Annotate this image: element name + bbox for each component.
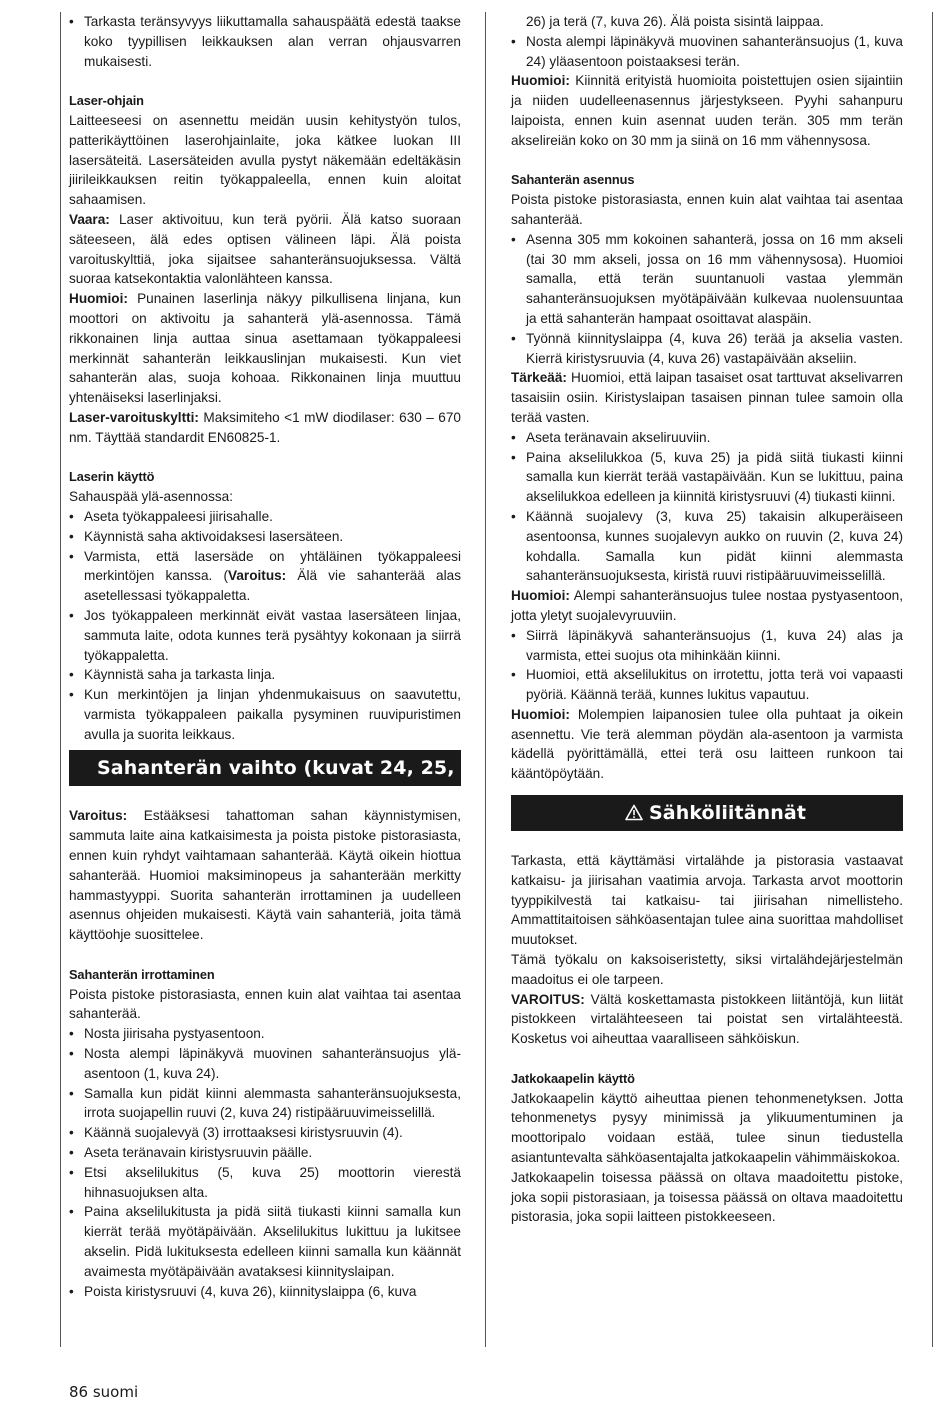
list-item: • Jos työkappaleen merkinnät eivät vastaa lasersäteen linjaa, sammuta laite, odota kunnes terä pysähtyy kokonaan ja siirrä työkappaletta. — [69, 606, 461, 665]
extension-paragraph-2: Jatkokaapelin toisessa päässä on oltava maadoitettu pistoke, joka sopii pistorasiaan, ja toisessa päässä on oltava maadoitettu pistorasia, joka sopii laitteen pistokkeeseen. — [511, 1169, 903, 1225]
note-text: Punainen laserlinja näkyy pilkullisena linjana, kun moottori on aktivoitu ja sahanterä ylä-asennossa. Tämä rikkonainen linja auttaa sinua asettamaan työkappaleesi merkinnät sahanterän leikkauslinjan mukaisesti. Kun viet sahanterän alas, suoja kohoaa. Rikkonainen linja muuttuu yhtenäiseksi laserlinjaksi. — [69, 291, 461, 406]
list-item: • Samalla kun pidät kiinni alemmasta sahanteränsuojuksesta, irrota suojapellin ruuvi (2, kuva 24) ristipääruuvimeisselillä. — [69, 1084, 461, 1124]
blade-install-list-3 — [511, 626, 903, 705]
list-item: • Käännä suojalevyä (3) irrottaaksesi kiristysruuvin (4). — [69, 1123, 461, 1143]
danger-label: Vaara: — [69, 211, 110, 227]
list-item: • Asenna 305 mm kokoinen sahanterä, jossa on 16 mm akseli (tai 30 mm akseli, jossa on 16 mm vähennysosa). Huomioi samalla, että terän suuntanuoli vastaa ylemmän sahanteränsuojuksen myötäpäivään kulkevaa nuolensuuntaa ja että sahanterän hampaat osoittavat alaspäin. — [511, 230, 903, 329]
note-label: Huomioi: — [511, 588, 570, 604]
warning-text: Estääksesi tahattoman sahan käynnistymisen, sammuta laite aina katkaisimesta ja poista pistoke pistorasiasta, ennen kuin ryhdyt vaihtamaan sahanterää. Käytä oikein hiottua sahanterää. Huomioi maksiminopeus ja sahanterään merkitty hammastyyppi. Suorita sahanterän irrottaminen ja uudelleen asennus ohjeiden mukaisesti. Käytä vain sahanteriä, joita tämä käyttöohje suosittelee. — [69, 808, 461, 943]
note-laser-line — [69, 289, 461, 408]
blade-install-list-2 — [511, 428, 903, 586]
list-item: • Siirrä läpinäkyvä sahanteränsuojus (1, kuva 24) alas ja varmista, ettei suojus ota mihinkään kiinni. — [511, 626, 903, 666]
column-rule-middle — [485, 12, 486, 1347]
note-label: Huomioi: — [511, 706, 570, 722]
column-rule-right — [932, 12, 933, 1347]
list-item: • Käännä suojalevy (3, kuva 25) takaisin alkuperäiseen asentoonsa, kunnes suojalevyn aukko on ruuvin (2, kuva 24) kohdalla. Samalla kun pidät kiinni alemmasta sahanteränsuojuksesta, kiristä ruuvi ristipääruuvimeisselillä. — [511, 507, 903, 586]
continued-list-text: 26) ja terä (7, kuva 26). Älä poista sisintä laippaa. — [526, 14, 824, 29]
note-label: Huomioi: — [69, 291, 128, 307]
section-banner-blade-change: Sahanterän vaihto (kuvat 24, 25, 26) — [69, 750, 461, 786]
danger-text: Laser aktivoituu, kun terä pyörii. Älä katso suoraan säteeseen, älä edes optisen välineen läpi. Älä poista varoituskylttiä, joka sijaitsee sahanteränsuojuksessa. Vältä suoraa katsekontaktia valonlähteen kanssa. — [69, 211, 461, 287]
warning-triangle-icon — [625, 797, 643, 833]
laser-use-list — [69, 507, 461, 745]
blade-install-list — [511, 230, 903, 369]
list-item: • Aseta työkappaleesi jiirisahalle. — [69, 507, 461, 527]
list-item: • Aseta teränavain kiristysruuvin päälle. — [69, 1143, 461, 1163]
electrical-paragraph: Tarkasta, että käyttämäsi virtalähde ja pistorasia vastaavat katkaisu- ja jiirisahan vaatimia arvoja. Tarkasta arvot moottorin tyyppikilvestä tai katkaisu- tai jiirisahan nimellisteho. Ammattitaitoisen sähköasentajan tulee aina suorittaa mahdolliset muutokset. — [511, 853, 903, 948]
list-item-text: Varmista, että lasersäde on yhtäläinen työkappaleesi merkintöjen kanssa. ( — [84, 548, 461, 584]
blade-install-intro: Poista pistoke pistorasiasta, ennen kuin alat vaihtaa tai asentaa sahanterää. — [511, 192, 903, 227]
section-heading-blade-removal: Sahanterän irrottaminen — [69, 966, 215, 982]
section-heading-laser-guide: Laser-ohjain — [69, 93, 144, 109]
section-banner-electrical — [511, 795, 903, 831]
list-item: • Kun merkintöjen ja linjan yhdenmukaisuus on saavutettu, varmista työkappaleen paikalla pysyminen ruuvipuristimen avulla ja suorita leikkaus. — [69, 685, 461, 744]
list-item-text: Älä vie sahanterää alas asetellessasi työkappaletta. — [84, 568, 461, 604]
danger-note — [69, 210, 461, 289]
page-number: 86 suomi — [69, 1383, 139, 1401]
list-item: • Tarkasta teränsyvyys liikuttamalla sahauspäätä edestä taakse koko tyypillisen leikkauksen alan verran ohjausvarren mukaisesti. — [69, 12, 461, 71]
blade-change-warning — [69, 806, 461, 945]
electrical-warning — [511, 990, 903, 1049]
note-text: Molempien laipanosien tulee olla puhtaat ja oikein asennettu. Vie terä alemman pöydän ala-asentoon ja varmista kädellä pyörittämällä, ettei terä osu laitteen runkoon tai kääntöpöytään. — [511, 706, 903, 782]
important-label: Tärkeää: — [511, 370, 567, 386]
warning-label: VAROITUS: — [511, 991, 585, 1007]
section-heading-extension-cord: Jatkokaapelin käyttö — [511, 1070, 635, 1086]
note-text: Kiinnitä erityistä huomioita poistettujen osien sijaintiin ja niiden uudelleenasennus järjestykseen. Pyyhi sahanpuru laipoista, ennen kuin asennat uuden terän. 305 mm terän akselireiän koko on 30 mm ja siinä on 16 mm vähennysosa. — [511, 73, 903, 148]
list-item: • Käynnistä saha ja tarkasta linja. — [69, 665, 461, 685]
list-item: • Huomioi, että akselilukitus on irrotettu, jotta terä voi vapaasti pyöriä. Käännä terää, kunnes lukitus vapautuu. — [511, 665, 903, 705]
list-item: • Paina akselilukitusta ja pidä siitä tiukasti kiinni samalla kun kierrät terää myötäpäivään. Akselilukitus lukittuu ja lukitsee akselin. Pidä lukituksesta edelleen kiinni samalla kun käännät avaimesta myötäpäivään avataksesi kiinnityslaipan. — [69, 1202, 461, 1281]
warning-sign-text: Maksimiteho <1 mW diodilaser: 630 – 670 nm. Täyttää standardit EN60825-1. — [69, 409, 461, 445]
note-text: Alempi sahanteränsuojus tulee nostaa pystyasentoon, jotta yletyt suojalevyruuviin. — [511, 588, 903, 623]
important-text: Huomioi, että laipan tasaiset osat tarttuvat akselivarren tasaisiin osiin. Kiristyslaipan tasaisen pinnan tulee samoin olla terää vasten. — [511, 370, 903, 425]
blade-removal-intro: Poista pistoke pistorasiasta, ennen kuin alat vaihtaa tai asentaa sahanterää. — [69, 986, 461, 1022]
laser-use-intro: Sahauspää ylä-asennossa: — [69, 489, 233, 505]
list-item: • Työnnä kiinnityslaippa (4, kuva 26) terää ja akselia vasten. Kierrä kiristysruuvia (4, kuva 26) vastapäivään akseliin. — [511, 329, 903, 369]
warning-label: Varoitus: — [228, 568, 287, 584]
note-parts-order — [511, 71, 903, 150]
column-rule-left — [60, 12, 61, 1347]
list-item: • Nosta jiirisaha pystyasentoon. — [69, 1024, 461, 1044]
warning-text: Vältä koskettamasta pistokkeen liitäntöjä, kun liität pistokkeen virtalähteeseen tai poistat sen virtalähteestä. Kosketus voi aiheuttaa vaaralliseen sähköiskun. — [511, 991, 903, 1047]
double-insulation-paragraph: Tämä työkalu on kaksoiseristetty, siksi virtalähdejärjestelmän maadoitus ei ole tarpeen. — [511, 952, 903, 987]
list-item: • Aseta teränavain akseliruuviin. — [511, 428, 903, 448]
list-item: • Nosta alempi läpinäkyvä muovinen sahanteränsuojus (1, kuva 24) yläasentoon poistaaksesi terän. — [511, 32, 903, 72]
right-column — [511, 12, 903, 1227]
list-item: • Etsi akselilukitus (5, kuva 25) moottorin vierestä hihnasuojuksen alta. — [69, 1163, 461, 1203]
laser-paragraph: Laitteeseesi on asennettu meidän uusin kehitystyön tulos, patterikäyttöinen laserohjainlaite, joka kätkee luokan III lasersäteitä. Lasersäteiden avulla pystyt näkemään edeltäkäsin jiirileikkauksen reitin työkappaleella, ennen kuin aloitat sahaamisen. — [69, 112, 461, 208]
section-heading-blade-install: Sahanterän asennus — [511, 172, 635, 188]
extension-paragraph-1: Jatkokaapelin käyttö aiheuttaa pienen tehonmenetyksen. Jotta tehonmenetys pysyy minimissä ja ylikuumentuminen ja moottoripalo voidaan estää, tulee sinun tiedustella asiantuntevalta sähköasentajalta jatkokaapelin vähimmäiskokoa. — [511, 1090, 903, 1166]
list-item: • Paina akselilukkoa (5, kuva 25) ja pidä siitä tiukasti kiinni samalla kun kierrät terää vastapäivään. Kun se lukittuu, paina akselilukkoa edelleen ja kiinnitä kiristysruuvi (4) tiukasti kiinni. — [511, 448, 903, 507]
intro-list — [69, 12, 461, 71]
section-heading-laser-use: Laserin käyttö — [69, 469, 155, 485]
banner-title: Sähköliitännät — [649, 802, 807, 825]
note-guard-upright — [511, 586, 903, 626]
left-column — [69, 12, 461, 1301]
important-note — [511, 368, 903, 427]
list-item — [69, 547, 461, 606]
list-item: • Nosta alempi läpinäkyvä muovinen sahanteränsuojus ylä-asentoon (1, kuva 24). — [69, 1044, 461, 1084]
warning-label: Varoitus: — [69, 808, 128, 824]
list-item: • Käynnistä saha aktivoidaksesi lasersäteen. — [69, 527, 461, 547]
note-label: Huomioi: — [511, 73, 570, 89]
laser-warning-sign-note — [69, 408, 461, 448]
note-flanges-clean — [511, 705, 903, 784]
blade-removal-list-continued — [511, 32, 903, 72]
warning-sign-label: Laser-varoituskyltti: — [69, 409, 199, 425]
blade-removal-list — [69, 1024, 461, 1301]
list-item: • Poista kiristysruuvi (4, kuva 26), kiinnityslaippa (6, kuva — [69, 1282, 461, 1302]
